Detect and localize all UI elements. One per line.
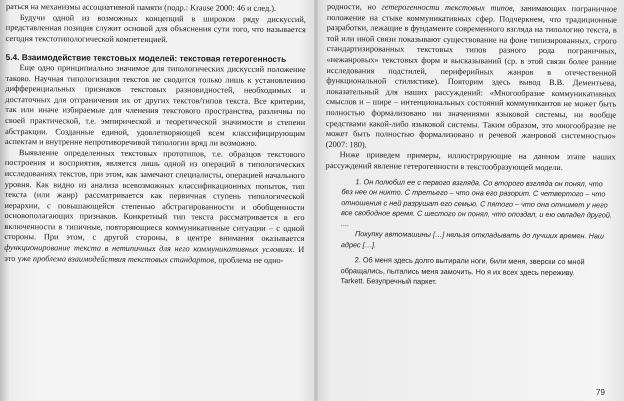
left-paragraph-prototypes	[4, 148, 305, 267]
right-paragraph-heterogeneity	[326, 2, 617, 153]
left-paragraph-competence: Будучи одной из возможных концепций в широком ряду дискуссий, представленная позиция служит основой для объяснения сути того, что называется сегодня текстотипологической компетенцией.	[5, 12, 306, 44]
left-text-top: раться на механизмы ассоциативной памяти (подр.: Krause 2000: 46 и след.).	[5, 2, 277, 13]
example-quote-2	[341, 255, 613, 289]
quote-1-text: 1. Он полюбил ее с первого взгляда. Со второго взгляда он понял, что без нее он никто. С третьего – что она его разорит. С четвертого – что отношения с ней разрушат его семью. С пятого – что она отнимет у него все свободное время. С шестого он понял, что опоздал, и ею овладел другой. ....	[341, 176, 612, 228]
section-heading: 5.4. Взаимодействие текстовых моделей: текстовая гетерогенность	[5, 52, 287, 65]
left-page	[4, 2, 306, 266]
heterogeneity-rest: , занимающих пограничное положение на стыке коммуникативных сфер. Подчеркнем, что традиционные разработки, лежащие в фундаменте современного взгляда на типологию текста, в той или иной связи показывают существование на фоне типизированных, строго стандартизированных текстовых типов разного рода пограничных, «нежанровых» текстовых форм и высказываний (ср. в этой связи более ранние исследования подстилей, периферийных жанров в отечественной функциональной стилистике). Повторим здесь вывод В.В. Дементьева, показательный для наших рассуждений: «Многообразие коммуникативных смыслов и – шире – интенциональных состояний коммуникантов не может быть полностью формализовано ни значениями языковой системы, ни вообще средствами какой-либо языковой системы. Таким образом, это многообразие не может быть полностью формализовано и речевой жанровой системностью» (2007: 180).	[325, 3, 617, 150]
prototypes-italic-1: функционирование текста в нетипичных для него коммуникативных условиях.	[4, 243, 295, 255]
quote-2-signature: Tarkett. Безупречный паркет.	[340, 276, 437, 286]
heterogeneity-italic: гетерогенности текстовых типов	[381, 2, 513, 13]
prototypes-text: Выявление определенных текстовых прототипов, т.е. образцов текстового построения и восприятия, является лишь одной из операций в типологических исследованиях текстов, при этом, как замечают специалисты, операцией начального уровня. Как видно из анализа всевозможных классификационных попыток, тип текста (или жанр) рассматривается как первичная ступень типологической иерархии, с повышающейся степенью абстрагированности и обобщенности основополагающих признаков. Конкретный тип текста рассматривается в его включенности в типичные, повторяющиеся коммуникативные ситуации – с одной стороны. При этом, с другой стороны, в центре внимания оказывается	[4, 147, 305, 244]
quote-2-text: 2. Об меня здесь долго вытирали ноги, били меня, зверски со мной обращались, пытались меня замочить. Но я их всех здесь переживу.	[340, 255, 585, 277]
right-page	[325, 2, 617, 289]
right-paragraph-examples-intro: Ниже приведем примеры, иллюстрирующие на данном этапе наших рассуждений явление гетерогенности в текстообразующей модели.	[325, 150, 616, 172]
prototypes-italic-2: проблема взаимодействия текстовых стандартов	[32, 253, 215, 265]
example-quote-1	[341, 177, 614, 253]
page-number: 79	[596, 388, 605, 397]
left-paragraph-typology: Еще одно принципиально значимое для типологических дискуссий положение таково. Научная типологизация текстов не сводится только лишь к установлению дифференциальных признаков текстовых разновидностей, необходимых и достаточных для отграничения их от других текстов/типов текста. Все критерии, так или иначе избираемые для членения текстового пространства, различны по своей практической, т.е. эмпирической и теоретической значимости и степени абстракции. Созданные единой, удовлетворяющей всем классифицирующим аспектам и внутренне непротиворечивой типологии вряд ли возможно.	[4, 63, 306, 148]
quote-1-ad-text: Покупку автомашины […] нельзя откладывать до лучших времен. Наш адрес […].	[340, 229, 605, 249]
prototypes-mid: И это уже	[4, 245, 305, 263]
heterogeneity-start: родности, но	[326, 2, 382, 12]
prototypes-end: , проблема не одно-	[214, 255, 284, 265]
book-gutter	[314, 0, 318, 401]
